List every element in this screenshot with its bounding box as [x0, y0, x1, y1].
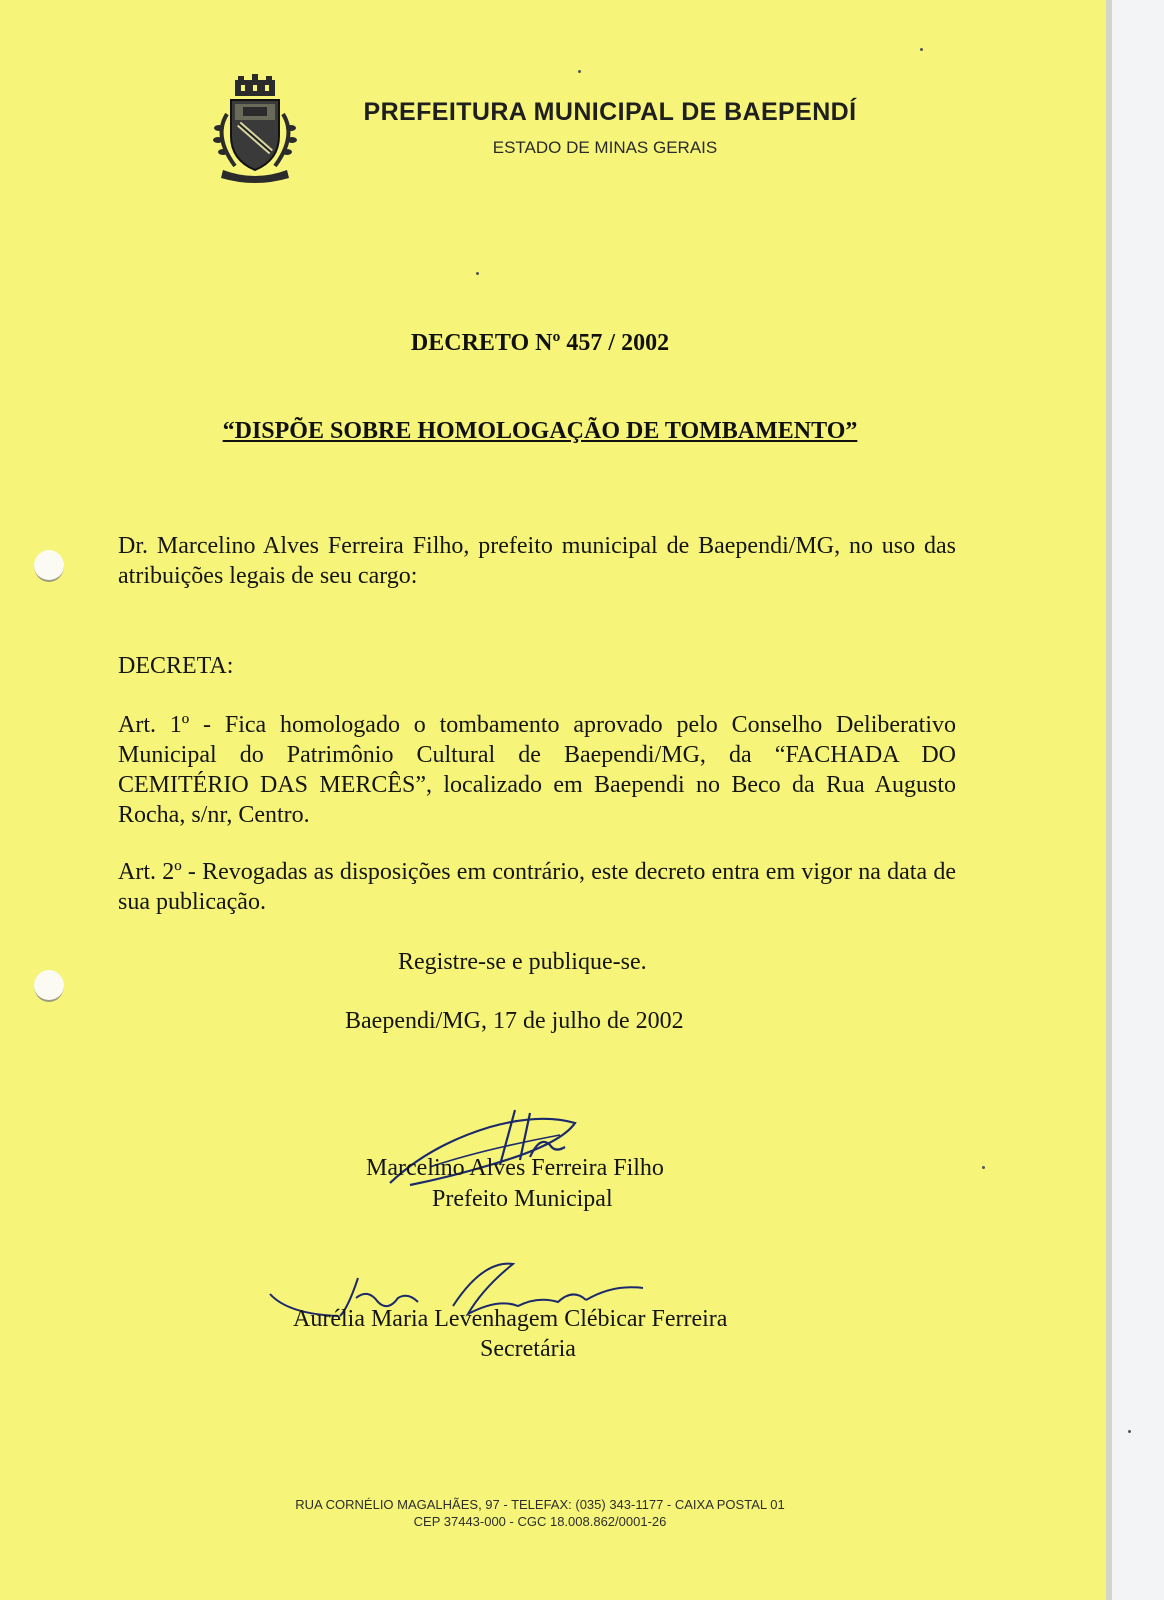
mayor-role: Prefeito Municipal	[432, 1186, 613, 1212]
secretary-role: Secretária	[480, 1336, 576, 1362]
scan-speck	[1128, 1430, 1131, 1433]
scan-background	[1112, 0, 1164, 1600]
article-2: Art. 2º - Revogadas as disposições em contrário, este decreto entra em vigor na data de sua publicação.	[118, 859, 956, 915]
scan-speck	[476, 272, 479, 275]
letterhead-title: PREFEITURA MUNICIPAL DE BAEPENDÍ	[363, 98, 857, 126]
municipal-coat-of-arms-icon	[205, 74, 305, 186]
scan-speck	[920, 48, 923, 51]
punch-hole-bottom	[34, 970, 64, 1002]
decree-number: DECRETO Nº 457 / 2002	[410, 330, 670, 356]
preamble-paragraph: Dr. Marcelino Alves Ferreira Filho, prefeito municipal de Baependi/MG, no uso das atribuições legais de seu cargo:	[118, 533, 956, 589]
secretary-name: Aurélia Maria Levenhagem Clébicar Ferreira	[293, 1306, 728, 1332]
letterhead-subtitle: ESTADO DE MINAS GERAIS	[492, 138, 718, 157]
punch-hole-top	[34, 550, 64, 582]
footer-address: RUA CORNÉLIO MAGALHÃES, 97 - TELEFAX: (035) 343-1177 - CAIXA POSTAL 01	[295, 1497, 785, 1512]
scan-speck	[982, 1166, 985, 1169]
footer-registry: CEP 37443-000 - CGC 18.008.862/0001-26	[413, 1514, 667, 1529]
decreta-heading: DECRETA:	[118, 653, 234, 679]
mayor-name: Marcelino Alves Ferreira Filho	[366, 1155, 664, 1181]
scan-speck	[578, 70, 581, 73]
place-date: Baependi/MG, 17 de julho de 2002	[345, 1008, 684, 1034]
article-1: Art. 1º - Fica homologado o tombamento aprovado pelo Conselho Deliberativo Municipal do Patrimônio Cultural de Baependi/MG, da “FACHADA DO CEMITÉRIO DAS MERCÊS”, localizado em Baependi no Beco da Rua Augusto Rocha, s/nr, Centro.	[118, 712, 956, 828]
decree-subject: “DISPÕE SOBRE HOMOLOGAÇÃO DE TOMBAMENTO”	[222, 418, 858, 444]
registre-line: Registre-se e publique-se.	[398, 949, 647, 975]
